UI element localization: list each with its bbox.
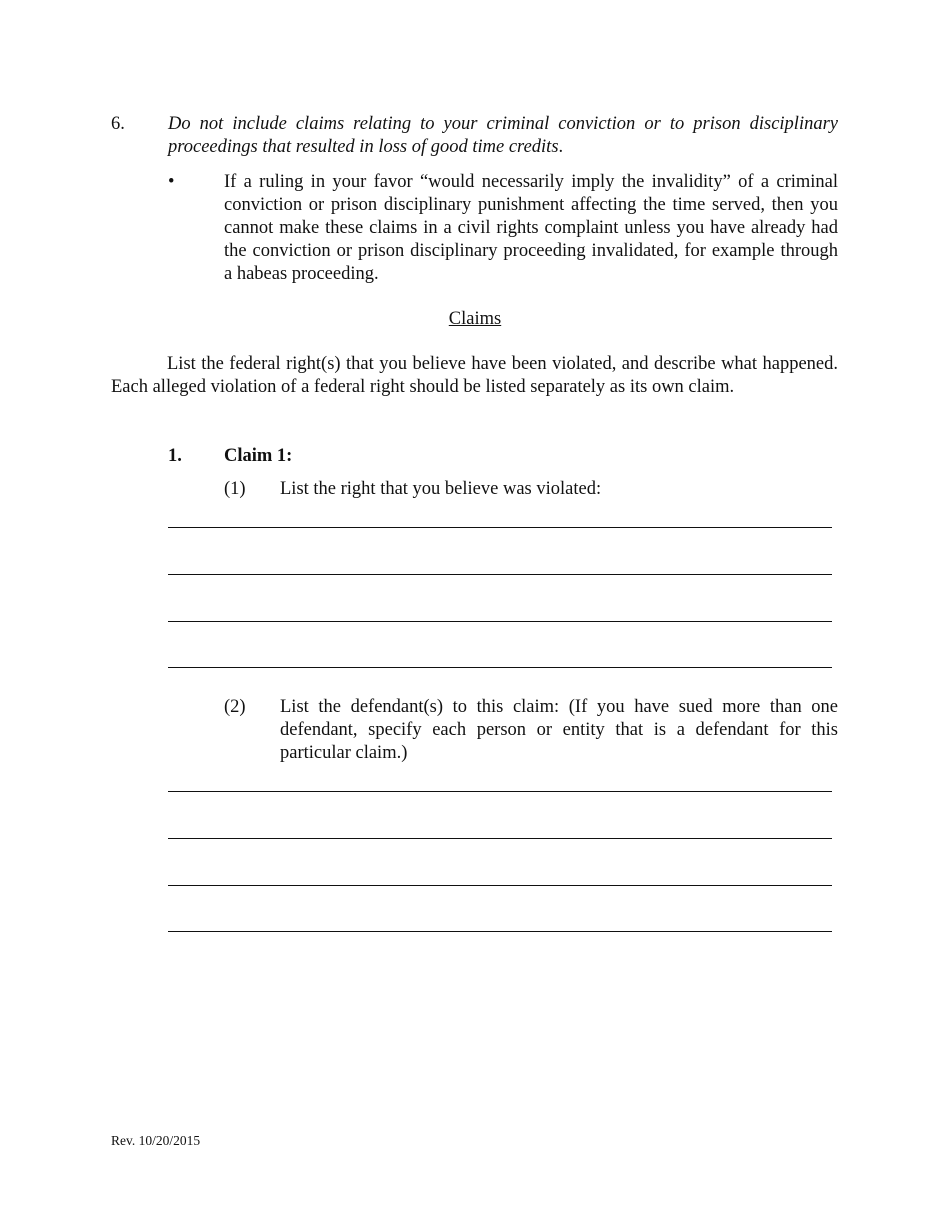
defendants-answer-line-1[interactable] (168, 791, 832, 792)
defendants-answer-line-2[interactable] (168, 838, 832, 839)
defendants-answer-line-4[interactable] (168, 931, 832, 932)
claim-1-question-1-text: List the right that you believe was violated: (280, 479, 602, 499)
bullet-paragraph: If a ruling in your favor “would necessarily imply the invalidity” of a criminal conviction or prison disciplinary punishment affecting the time served, then you cannot make these claims in a civil rights complaint unless you have already had the conviction or prison disciplinary proceeding invalidated, for example through a habeas proceeding. (224, 172, 838, 284)
revision-date-footer: Rev. 10/20/2015 (111, 1133, 201, 1148)
item-6-number: 6. (111, 114, 125, 134)
claim-1-question-1-number: (1) (224, 479, 246, 499)
item-6-period: . (558, 137, 564, 157)
right-violated-answer-line-4[interactable] (168, 667, 832, 668)
bullet-dot: • (168, 172, 175, 192)
claim-1-number: 1. (168, 446, 182, 466)
claims-heading: Claims (448, 309, 502, 329)
claim-1-question-2-text: List the defendant(s) to this claim: (If you have sued more than one defendant, specify each person or entity that is a defendant for this particular claim.) (280, 697, 838, 763)
claims-intro-paragraph: List the federal right(s) that you believe have been violated, and describe what happened. Each alleged violation of a federal right should be listed separately as its own claim. (111, 354, 838, 397)
claim-1-question-2-number: (2) (224, 697, 246, 717)
item-6-statement: Do not include claims relating to your criminal conviction or to prison disciplinary proceedings that resulted in loss of good time credits (168, 114, 838, 157)
right-violated-answer-line-3[interactable] (168, 621, 832, 622)
defendants-answer-line-3[interactable] (168, 885, 832, 886)
right-violated-answer-line-1[interactable] (168, 527, 832, 528)
item-6-text (168, 113, 838, 159)
right-violated-answer-line-2[interactable] (168, 574, 832, 575)
claim-1-title: Claim 1: (224, 446, 293, 466)
